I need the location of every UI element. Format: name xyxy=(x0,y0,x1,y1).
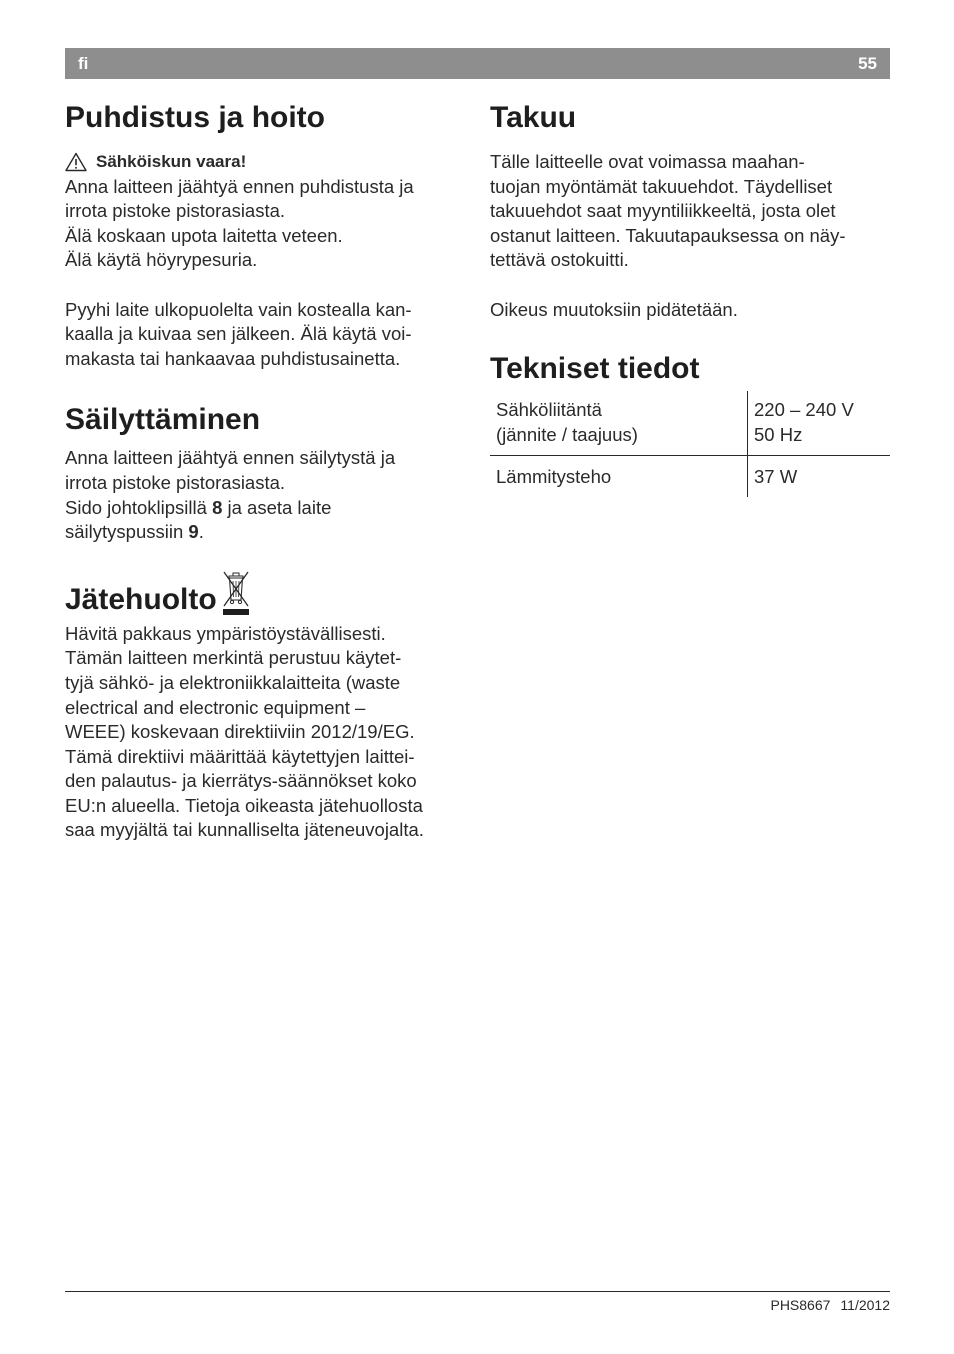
spec-value: 37 W xyxy=(748,456,891,498)
spec-label: Sähköliitäntä (jännite / taajuus) xyxy=(490,391,748,456)
text-line: ostanut laitteen. Takuutapauksessa on näy- xyxy=(490,224,846,246)
text-line: makasta tai hankaavaa puhdistusainetta. xyxy=(65,347,401,369)
specs-table xyxy=(490,391,890,497)
text-line: Anna laitteen jäähtyä ennen puhdistusta ja xyxy=(65,175,414,197)
text-line: irrota pistoke pistorasiasta. xyxy=(65,471,286,493)
weee-crossed-bin-icon xyxy=(220,570,252,618)
pouch-reference-number: 9 xyxy=(188,521,199,543)
header-bar xyxy=(65,48,890,79)
text-line: WEEE) koskevaan direktiiviin 2012/19/EG. xyxy=(65,721,415,743)
text-line: Anna laitteen jäähtyä ennen säilytystä ja xyxy=(65,447,396,469)
text-line: säilytyspussiin 9. xyxy=(65,521,204,543)
text-line: kaalla ja kuivaa sen jälkeen. Älä käytä voi- xyxy=(65,323,412,345)
text-line: Tälle laitteelle ovat voimassa maahan- xyxy=(490,151,805,172)
text-line: Tämän laitteen merkintä perustuu käytet- xyxy=(65,647,402,669)
text-line: tyjä sähkö- ja elektroniikkalaitteita (waste xyxy=(65,671,401,693)
right-column xyxy=(490,98,890,497)
model-number: PHS8667 xyxy=(770,1297,831,1313)
warning-triangle-icon xyxy=(65,152,87,172)
warranty-heading: Takuu xyxy=(490,101,577,134)
text-line: Pyyhi laite ulkopuolelta vain kostealla kan- xyxy=(65,298,412,320)
specs-section xyxy=(490,349,890,497)
specs-heading: Tekniset tiedot xyxy=(490,352,700,386)
text-line: tuojan myöntämät takuuehdot. Täydelliset xyxy=(490,175,833,197)
text-line: Tämä direktiivi määrittää käytettyjen laittei- xyxy=(65,745,415,767)
cleaning-paragraph-1 xyxy=(65,175,465,273)
cleaning-heading: Puhdistus ja hoito xyxy=(65,101,325,134)
footer-rule xyxy=(65,1291,890,1292)
text-line: takuuehdot saat myyntiliikkeeltä, josta olet xyxy=(490,200,836,222)
storage-section xyxy=(65,400,465,544)
page-number: 55 xyxy=(858,54,877,73)
text-line: tettävä ostokuitti. xyxy=(490,249,629,271)
warranty-note xyxy=(490,298,890,323)
footer xyxy=(770,1297,890,1313)
storage-paragraph xyxy=(65,446,465,544)
text-line: Älä käytä höyrypesuria. xyxy=(65,249,258,271)
disposal-heading-row xyxy=(65,572,465,620)
spec-label: Lämmitysteho xyxy=(496,466,612,488)
cleaning-section xyxy=(65,98,465,371)
text-line: Sido johtoklipsillä 8 ja aseta laite xyxy=(65,496,332,518)
text-line: EU:n alueella. Tietoja oikeasta jätehuollosta xyxy=(65,794,423,816)
text-line: irrota pistoke pistorasiasta. xyxy=(65,200,286,222)
storage-heading: Säilyttäminen xyxy=(65,403,261,437)
table-row xyxy=(490,391,890,456)
disposal-section xyxy=(65,572,465,843)
text-line: saa myyjältä tai kunnalliselta jäteneuvojalta. xyxy=(65,819,424,841)
disposal-paragraph xyxy=(65,622,465,843)
text-line: den palautus- ja kierrätys-säännökset koko xyxy=(65,770,417,792)
text-line: Älä koskaan upota laitetta veteen. xyxy=(65,224,343,246)
language-code: fi xyxy=(78,54,89,73)
print-date: 11/2012 xyxy=(840,1297,890,1313)
warranty-section xyxy=(490,98,890,322)
warning-text: Sähköiskun vaara! xyxy=(96,152,247,171)
disposal-heading: Jätehuolto xyxy=(65,582,217,616)
left-column xyxy=(65,98,465,843)
spec-value: 220 – 240 V 50 Hz xyxy=(748,391,891,456)
text-line: Oikeus muutoksiin pidätetään. xyxy=(490,298,738,320)
table-row xyxy=(490,456,890,498)
cleaning-paragraph-2 xyxy=(65,298,465,372)
warning-row xyxy=(65,150,465,175)
warranty-paragraph xyxy=(490,150,890,273)
text-line: Hävitä pakkaus ympäristöystävällisesti. xyxy=(65,622,386,644)
text-line: electrical and electronic equipment – xyxy=(65,696,366,718)
clip-reference-number: 8 xyxy=(212,496,223,518)
